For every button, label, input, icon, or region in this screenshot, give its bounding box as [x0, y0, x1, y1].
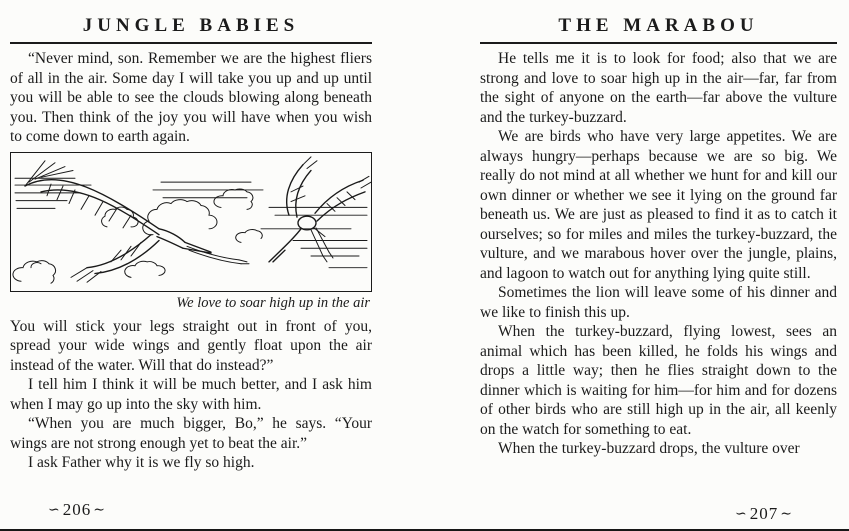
folio-number: 206	[62, 500, 92, 519]
right-paragraph-1: He tells me it is to look for food; also that we are strong and love to soar high up in the air—far, far from the sight of anyone on the earth—far above the vulture and the turkey-buzzard.	[480, 50, 837, 126]
left-body-text-lower	[10, 317, 372, 473]
left-head-rule	[10, 42, 372, 44]
wind-speed-lines	[15, 178, 367, 267]
folio-ornament: ∼	[780, 507, 793, 522]
clouds	[13, 188, 262, 282]
left-paragraph-2: You will stick your legs straight out in front of you, spread your wide wings and gently float upon the air instead of the water. Will that do instead?”	[10, 317, 372, 374]
left-body-text	[10, 49, 372, 147]
right-paragraph-2: We are birds who have very large appetites. We are always hungry—perhaps because we are so big. We really do not mind at all whether we hunt for and kill our own dinner or whether we see it lying on the ground far beneath us. We are just as pleased to find it as to catch it ourselves; so for miles and miles the turkey-buzzard, the vulture, and we marabous hover over the jungle, plains, and lagoon to watch out for anything lying quite still.	[480, 128, 837, 282]
left-paragraph-5: I ask Father why it is we fly so high.	[28, 454, 255, 471]
folio-ornament: ∽	[48, 503, 61, 518]
right-body-text	[480, 49, 837, 459]
left-page-number	[46, 500, 108, 520]
left-paragraph-4: “When you are much bigger, Bo,” he says. “Your wings are not strong enough yet to beat the air.”	[10, 415, 372, 452]
left-paragraph-1: “Never mind, son. Remember we are the highest fliers of all in the air. Some day I will take you up and up until you will be able to see the clouds blowing along beneath you. Then think of the joy you will have when you wish to come down to earth again.	[10, 50, 372, 145]
left-page	[10, 0, 372, 531]
right-paragraph-4: When the turkey-buzzard, flying lowest, sees an animal which has been killed, he folds his wings and drops a little way; then he flies straight down to the dinner which is waiting for him—for him and for dozens of other birds who are still high up in the air, all keenly on the watch for something to eat.	[480, 323, 837, 438]
left-paragraph-3: I tell him I think it will be much better, and I ask him when I may go up into the sky with him.	[10, 376, 372, 413]
left-running-head: JUNGLE BABIES	[82, 15, 300, 36]
right-running-head: THE MARABOU	[558, 15, 759, 36]
right-paragraph-5: When the turkey-buzzard drops, the vulture over	[498, 440, 800, 457]
right-paragraph-3: Sometimes the lion will leave some of his dinner and we like to finish this up.	[480, 284, 837, 321]
right-page	[480, 0, 837, 531]
storks-illustration-svg	[11, 153, 371, 291]
folio-ornament: ∼	[93, 503, 106, 518]
folio-ornament: ∽	[735, 507, 748, 522]
storks-illustration	[10, 152, 372, 292]
right-head-rule	[480, 42, 837, 44]
folio-number: 207	[749, 504, 779, 523]
illustration-caption: We love to soar high up in the air	[176, 294, 370, 311]
right-page-number	[733, 504, 795, 524]
right-stork	[269, 156, 371, 261]
left-stork	[25, 160, 249, 281]
